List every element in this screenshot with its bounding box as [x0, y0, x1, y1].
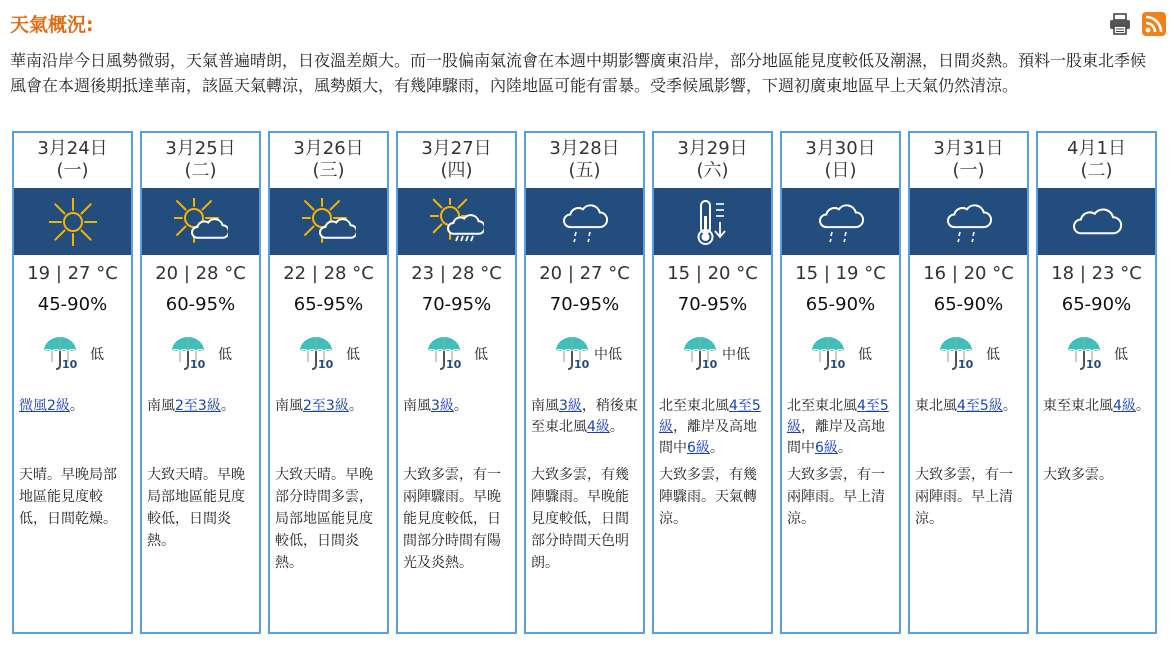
probability-of-rain	[270, 335, 387, 371]
cloudy-icon	[1070, 202, 1124, 242]
temperature-range: 16 | 20 °C	[923, 263, 1014, 284]
forecast-date	[270, 138, 387, 182]
weather-description: 大致天晴。早晚局部地區能見度較低，日間炎熱。	[147, 467, 245, 549]
probability-of-rain	[398, 335, 515, 371]
wind-scale-link[interactable]: 6級	[815, 440, 838, 456]
forecast-card	[140, 131, 261, 634]
wind-text: 南風	[147, 398, 175, 414]
wind-text: 。	[709, 440, 724, 456]
weather-description: 大致天晴。早晚部分時間多雲，局部地區能見度較低，日間炎熱。	[275, 467, 373, 571]
svg-text:10: 10	[318, 358, 334, 371]
date-label: 3月29日	[677, 138, 748, 159]
wind-scale-link[interactable]: 4至5級	[957, 398, 1003, 414]
weather-description: 天晴。早晚局部地區能見度較低，日間乾燥。	[19, 467, 117, 527]
wind-text: 。	[1135, 398, 1150, 414]
svg-text:10: 10	[702, 358, 718, 371]
weekday-label: (六)	[696, 160, 729, 181]
sunny-periods-icon	[174, 198, 228, 246]
wind-text: 。	[837, 440, 852, 456]
forecast-date	[14, 138, 131, 182]
psr-label: 低	[90, 347, 104, 363]
humidity-range: 65-90%	[933, 294, 1004, 315]
weather-description: 大致多雲，有一兩陣驟雨。早晚能見度較低，日間部分時間有陽光及炎熱。	[403, 467, 501, 571]
psr-label: 低	[986, 347, 1000, 363]
psr-label: 低	[218, 347, 232, 363]
wind-scale-link[interactable]: 6級	[687, 440, 710, 456]
showers-icon	[561, 198, 609, 246]
forecast-date	[654, 138, 771, 182]
weekday-label: (二)	[1080, 160, 1113, 181]
humidity-range: 65-90%	[1061, 294, 1132, 315]
weather-icon-band	[14, 188, 131, 255]
weekday-label: (五)	[568, 160, 601, 181]
weekday-label: (三)	[312, 160, 345, 181]
wind-scale-link[interactable]: 4至5級	[787, 398, 889, 435]
wind-text: 。	[1002, 398, 1017, 414]
svg-text:10: 10	[1086, 358, 1102, 371]
wind-text: 。	[348, 398, 363, 414]
forecast-card	[908, 131, 1029, 634]
probability-of-rain	[654, 335, 771, 371]
wind-text: 。	[69, 398, 84, 414]
date-label: 3月25日	[165, 138, 236, 159]
wind-text: ，離岸及高地間中	[787, 419, 885, 456]
rss-icon[interactable]	[1142, 12, 1166, 36]
wind-forecast	[19, 396, 127, 417]
probability-of-rain	[526, 335, 643, 371]
header-icons	[1108, 12, 1166, 36]
forecast-card	[1036, 131, 1157, 634]
weather-icon-band	[654, 188, 771, 255]
printer-icon[interactable]	[1108, 12, 1132, 36]
umbrella-icon[interactable]	[170, 335, 212, 371]
temperature-range: 19 | 27 °C	[27, 263, 118, 284]
humidity-range: 45-90%	[37, 294, 108, 315]
temperature-range: 22 | 28 °C	[283, 263, 374, 284]
temperature-range: 20 | 27 °C	[539, 263, 630, 284]
weather-summary: 華南沿岸今日風勢微弱，天氣普遍晴朗，日夜溫差頗大。而一股偏南氣流會在本週中期影響廣東沿岸，部分地區能見度較低及潮濕，日間炎熱。預料一股東北季候風會在本週後期抵達華南，該區天氣轉涼，風勢頗大，有幾陣驟雨，內陸地區可能有雷暴。受季候風影響，下週初廣東地區早上天氣仍然清涼。	[10, 51, 1147, 95]
weather-icon-band	[398, 188, 515, 255]
umbrella-icon[interactable]	[682, 335, 724, 371]
wind-forecast	[787, 396, 895, 459]
humidity-range: 70-95%	[421, 294, 492, 315]
date-label: 3月26日	[293, 138, 364, 159]
date-label: 3月28日	[549, 138, 620, 159]
weather-description: 大致多雲，有幾陣驟雨。早晚能見度較低，日間部分時間天色明朗。	[531, 467, 629, 571]
probability-of-rain	[142, 335, 259, 371]
humidity-range: 70-95%	[549, 294, 620, 315]
wind-text: 。	[453, 398, 468, 414]
svg-text:10: 10	[574, 358, 590, 371]
wind-scale-link[interactable]: 3級	[431, 398, 454, 414]
sunny-periods-icon	[302, 198, 356, 246]
showers-icon	[945, 198, 993, 246]
wind-scale-link[interactable]: 2至3級	[303, 398, 349, 414]
temperature-range: 18 | 23 °C	[1051, 263, 1142, 284]
temperature-range: 23 | 28 °C	[411, 263, 502, 284]
probability-of-rain	[1038, 335, 1155, 371]
wind-text: 南風	[531, 398, 559, 414]
weather-description: 大致多雲。	[1043, 467, 1113, 483]
psr-label: 中低	[722, 347, 750, 363]
psr-label: 低	[858, 347, 872, 363]
weekday-label: (四)	[440, 160, 473, 181]
humidity-range: 65-95%	[293, 294, 364, 315]
weekday-label: (一)	[952, 160, 985, 181]
forecast-date	[910, 138, 1027, 182]
weather-description: 大致多雲，有幾陣驟雨。天氣轉涼。	[659, 467, 757, 527]
svg-text:10: 10	[830, 358, 846, 371]
weekday-label: (二)	[184, 160, 217, 181]
wind-scale-link[interactable]: 2至3級	[175, 398, 221, 414]
date-label: 3月30日	[805, 138, 876, 159]
temperature-range: 15 | 20 °C	[667, 263, 758, 284]
weekday-label: (一)	[56, 160, 89, 181]
forecast-date	[526, 138, 643, 182]
date-label: 3月24日	[37, 138, 108, 159]
umbrella-icon[interactable]	[1066, 335, 1108, 371]
forecast-card	[396, 131, 517, 634]
sunny-periods-showers-icon	[430, 198, 484, 246]
forecast-date	[142, 138, 259, 182]
weekday-label: (日)	[824, 160, 857, 181]
probability-of-rain	[910, 335, 1027, 371]
wind-forecast	[531, 396, 639, 438]
forecast-card	[652, 131, 773, 634]
psr-label: 低	[1114, 347, 1128, 363]
showers-icon	[817, 198, 865, 246]
wind-text: ，離岸及高地間中	[659, 419, 757, 456]
svg-text:10: 10	[446, 358, 462, 371]
forecast-date	[1038, 138, 1155, 182]
probability-of-rain	[14, 335, 131, 371]
wind-forecast	[147, 396, 255, 417]
weather-icon-band	[270, 188, 387, 255]
section-title: 天氣概況:	[10, 14, 94, 36]
wind-text: 南風	[403, 398, 431, 414]
umbrella-icon[interactable]	[298, 335, 340, 371]
date-label: 3月27日	[421, 138, 492, 159]
umbrella-icon[interactable]	[810, 335, 852, 371]
wind-text: 。	[609, 419, 624, 435]
wind-scale-link[interactable]: 4至5級	[659, 398, 761, 435]
header	[10, 10, 1166, 38]
psr-label: 低	[474, 347, 488, 363]
wind-scale-link[interactable]: 微風2級	[19, 398, 70, 414]
humidity-range: 60-95%	[165, 294, 236, 315]
forecast-card	[780, 131, 901, 634]
wind-forecast	[1043, 396, 1151, 417]
forecast-card	[524, 131, 645, 634]
weather-icon-band	[910, 188, 1027, 255]
umbrella-icon[interactable]	[426, 335, 468, 371]
forecast-card	[268, 131, 389, 634]
psr-label: 低	[346, 347, 360, 363]
umbrella-icon[interactable]	[42, 335, 84, 371]
wind-forecast	[915, 396, 1023, 417]
wind-forecast	[403, 396, 511, 417]
temperature-range: 15 | 19 °C	[795, 263, 886, 284]
forecast-date	[782, 138, 899, 182]
weather-icon-band	[782, 188, 899, 255]
wind-text: 南風	[275, 398, 303, 414]
date-label: 4月1日	[1067, 138, 1126, 159]
humidity-range: 65-90%	[805, 294, 876, 315]
weather-icon-band	[142, 188, 259, 255]
cool-icon	[689, 196, 737, 248]
forecast-date	[398, 138, 515, 182]
wind-text: 北至東北風	[659, 398, 729, 414]
wind-scale-link[interactable]: 4級	[1113, 398, 1136, 414]
wind-forecast	[275, 396, 383, 417]
date-label: 3月31日	[933, 138, 1004, 159]
wind-scale-link[interactable]: 3級	[559, 398, 582, 414]
wind-text: 東至東北風	[1043, 398, 1113, 414]
umbrella-icon[interactable]	[938, 335, 980, 371]
sunny-icon	[49, 198, 97, 246]
weather-description: 大致多雲，有一兩陣雨。早上清涼。	[787, 467, 885, 527]
forecast-cards	[12, 131, 1164, 636]
weather-icon-band	[1038, 188, 1155, 255]
wind-text: 北至東北風	[787, 398, 857, 414]
wind-scale-link[interactable]: 4級	[587, 419, 610, 435]
probability-of-rain	[782, 335, 899, 371]
svg-text:10: 10	[62, 358, 78, 371]
umbrella-icon[interactable]	[554, 335, 596, 371]
weather-icon-band	[526, 188, 643, 255]
wind-text: ，稍後東至東北風	[531, 398, 638, 435]
temperature-range: 20 | 28 °C	[155, 263, 246, 284]
psr-label: 中低	[594, 347, 622, 363]
svg-text:10: 10	[190, 358, 206, 371]
svg-text:10: 10	[958, 358, 974, 371]
wind-forecast	[659, 396, 767, 459]
forecast-card	[12, 131, 133, 634]
humidity-range: 70-95%	[677, 294, 748, 315]
wind-text: 東北風	[915, 398, 957, 414]
wind-text: 。	[220, 398, 235, 414]
weather-description: 大致多雲，有一兩陣雨。早上清涼。	[915, 467, 1013, 527]
